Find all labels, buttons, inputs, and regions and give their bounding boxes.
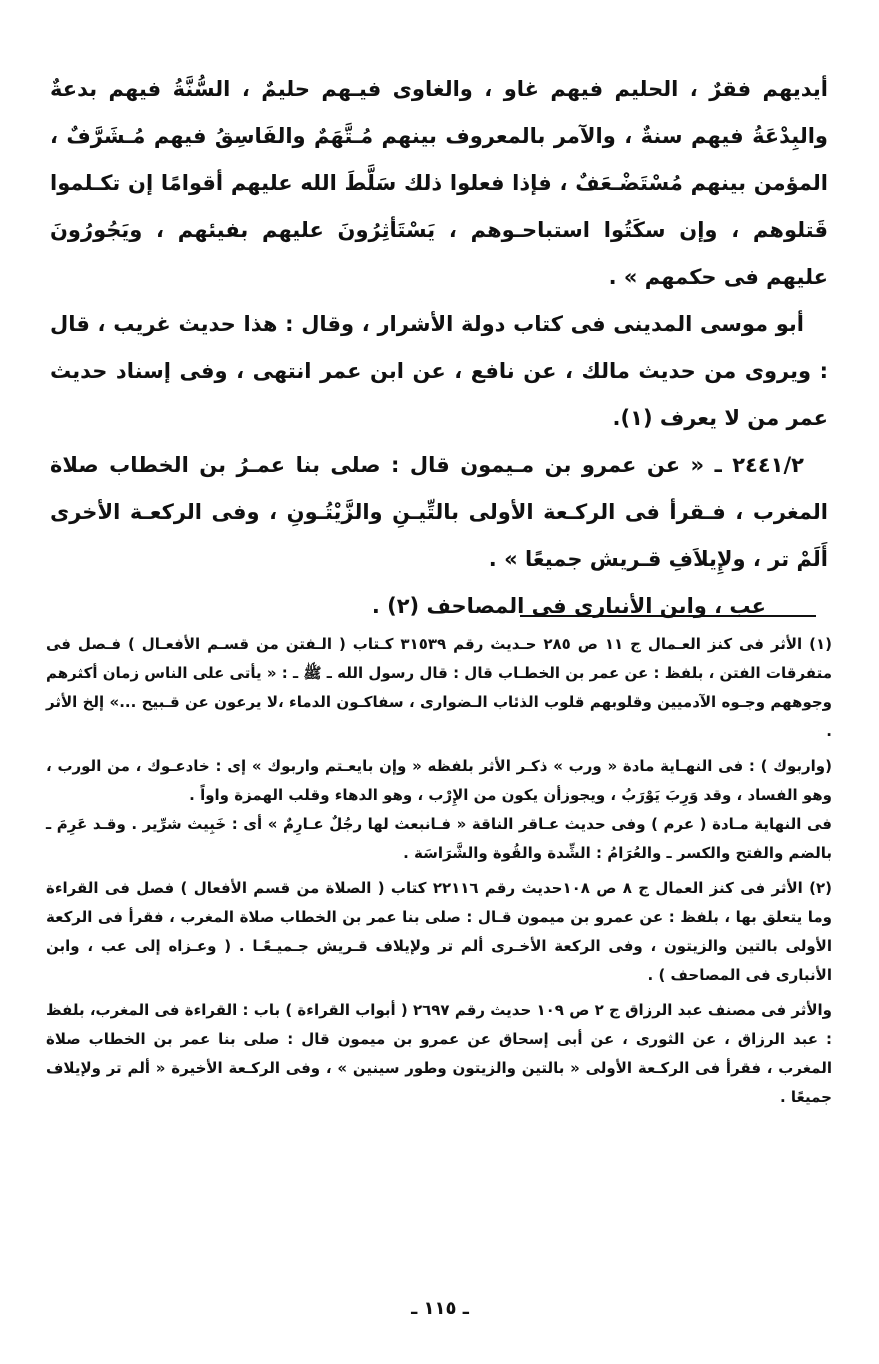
footnotes bbox=[46, 630, 832, 1112]
footnote-1: (١) الأثر فى كنز العـمال ج ١١ ص ٢٨٥ حـديث رقم ٣١٥٣٩ كـتاب ( الـفتن من قسـم الأفعـال ) فـصل فى متفرقات الفتن ، بلفظ : عن عمر بن الخطـاب قال : قال رسول الله ـ ﷺ ـ : « يأتى على الناس زمان أكثرهم وجوههم وجـوه الآدميين وقلوبهم قلوب الذئاب الـضوارى ، سفاكـون الدماء ،لا يرعون عن قـبيح ...» إلخ الأثر . bbox=[46, 635, 833, 740]
footnote-1-gloss-arim: فى النهاية مـادة ( عرم ) وفى حديث عـاقر الناقة « فـانبعث لها رجُلٌ عـارِمٌ » أى : خَبِيث شرِّير . وقـد عَرِمَ ـ بالضم والفتح والكسر ـ والعُرَامُ : الشِّدة والقُوة والشَّرَاسَة . bbox=[46, 815, 832, 862]
footnote-divider bbox=[520, 615, 816, 617]
main-text bbox=[50, 66, 828, 630]
footnote-2-abdulrazzaq: والأثر فى مصنف عبد الرزاق ج ٢ ص ١٠٩ حديث رقم ٢٦٩٧ ( أبواب القراءة ) باب : القراءة فى المغرب، بلفظ : عبد الرزاق ، عن الثورى ، عن أبى إسحاق عن عمرو بن ميمون قال : صلى بنا عمر بن الخطاب صلاة المغرب ، فقرأ فى الركـعة الأولى « بالتين والزيتون وطور سينين » ، وفى الركـعة الأخيرة « ألم تر ولإيلاف جميعًا . bbox=[46, 1001, 832, 1106]
footnote-1-gloss-warbuk: (واربوك ) : فى النهـاية مادة « ورب » ذكـر الأثر بلفظه « وإن بايعـتم واربوك » إى : خادعـوك ، من الورب ، وهو الفساد ، وقد وَرِبَ يَوْرَبُ ، ويجوزأن يكون من الإِرْب ، وهو الدهاء وقلب الهمزة واواً . bbox=[46, 757, 832, 804]
hadith-2441-paragraph: ٢٤٤١/٢ ـ « عن عمرو بن مـيمون قال : صلى بنا عمـرُ بن الخطاب صلاة المغرب ، فـقرأ فى الركـعة الأولى بالتِّيـنِ والزَّيْتُـونِ ، وفى الركعـة الأخرى أَلَمْ تر ، ولإِيلاَفِ قـريش جميعًا » . bbox=[50, 453, 828, 571]
attribution-paragraph: عب ، وابن الأنبارى فى المصاحف (٢) . bbox=[371, 594, 766, 618]
hadith-continuation-paragraph: أيديهم فقرٌ ، الحليم فيهم غاو ، والغاوى فيـهم حليمٌ ، السُّنَّةُ فيهم بدعةٌ والبِدْعَةُ فيهم سنةٌ ، والآمر بالمعروف بينهم مُـتَّهَمٌ والفَاسِقُ فيهم مُـشَرَّفٌ ، المؤمن بينهم مُسْتَضْـعَفٌ ، فإذا فعلوا ذلك سَلَّطَ الله عليهم أقوامًا إن تكـلموا قَتلوهم ، وإن سكَتُوا استباحـوهم ، يَسْتَأثِرُونَ عليهم بفيئهم ، ويَجُورُونَ عليهم فى حكمهم » . bbox=[50, 77, 828, 289]
footnote-2: (٢) الأثر فى كنز العمال ج ٨ ص ١٠٨حديث رقم ٢٢١١٦ كتاب ( الصلاة من قسم الأفعال ) فصل فى القراءة وما يتعلق بها ، بلفظ : عن عمرو بن ميمون قـال : صلى بنا عمر بن الخطاب صلاة المغرب ، فقرأ فى الركعة الأولى بالتين والزيتون ، وفى الركعة الأخـرى ألم تر ولإيلاف قـريش جـميـعًـا . ( وعـزاه إلى عب ، وابن الأنبارى فى المصاحف ) . bbox=[46, 879, 832, 984]
page-number: ـ ١١٥ ـ bbox=[411, 1298, 469, 1319]
source-note-paragraph: أبو موسى المدينى فى كتاب دولة الأشرار ، وقال : هذا حديث غريب ، قال : ويروى من حديث مالك ، عن نافع ، عن ابن عمر انتهى ، وفى إسناد حديث عمر من لا يعرف (١). bbox=[50, 312, 828, 430]
